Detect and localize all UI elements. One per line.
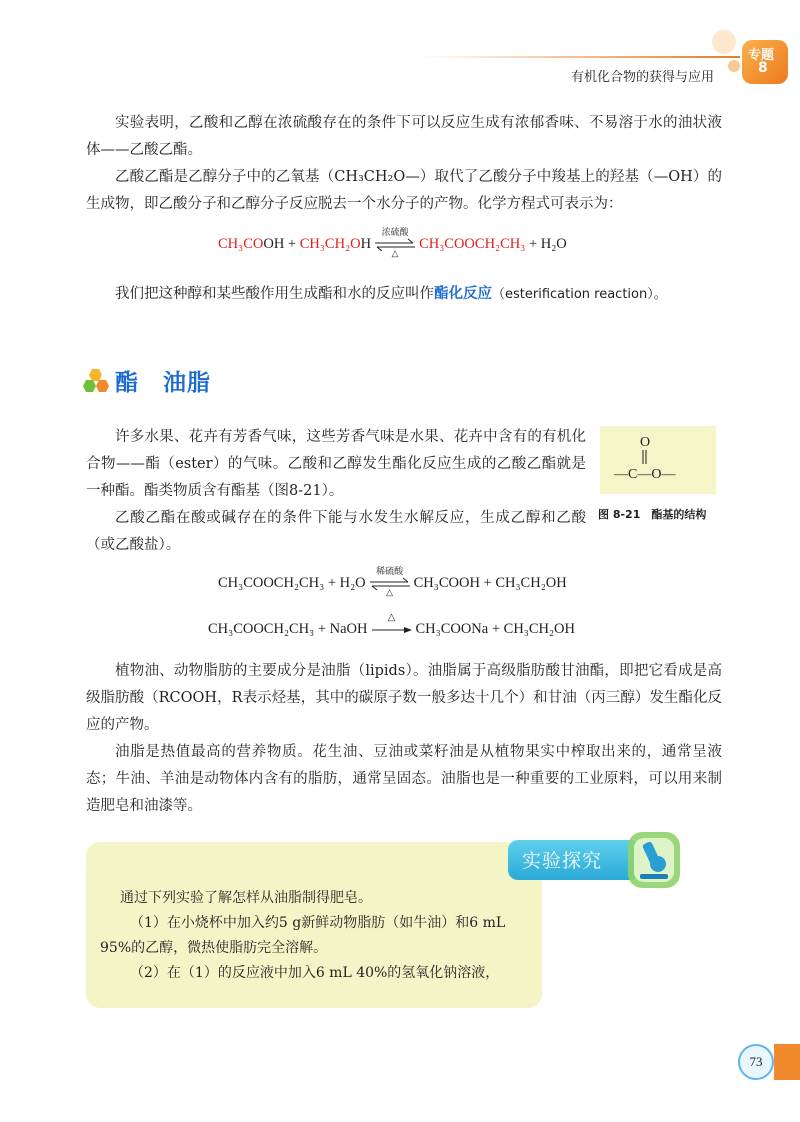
heat-label: △ [387, 611, 396, 623]
reactant-acetic-part: CH₃CO [218, 236, 264, 252]
equation-left: CH₃COOCH₂CH₃ + NaOH [208, 621, 368, 637]
chapter-badge [742, 40, 788, 84]
decorative-dot [712, 30, 736, 54]
experiment-step-1-cont: 95%的乙醇，微热使脂肪完全溶解。 [100, 940, 328, 956]
paragraph-experiment-result: 实验表明，乙酸和乙醇在浓硫酸存在的条件下可以反应生成有浓郁香味、不易溶于水的油状液体——乙酸乙酯。 [86, 115, 722, 158]
decorative-dot [728, 60, 740, 72]
paragraph-ethyl-acetate: 乙酸乙酯是乙醇分子中的乙氧基（CH₃CH₂O—）取代了乙酸分子中羧基上的羟基（—OH）的生成物，即乙酸分子和乙醇分子反应脱去一个水分子的产物。化学方程式可表示为： [86, 169, 722, 212]
esterification-equation [218, 227, 567, 258]
badge-number: 8 [758, 60, 768, 76]
reactant-ethanol-part: CH₃CH₂O [299, 236, 361, 252]
definition-text: 我们把这种醇和某些酸作用生成酯和水的反应叫作 [115, 286, 434, 302]
catalyst-label: 稀硫酸 [376, 566, 404, 577]
reversible-arrow [370, 566, 410, 597]
header-rule [420, 56, 740, 58]
term-esterification: 酯化反应 [434, 285, 492, 302]
badge-label: 专题 [748, 48, 775, 63]
experiment-intro: 通过下列实验了解怎样从油脂制得肥皂。 [120, 890, 372, 906]
equation-left: CH₃COOCH₂CH₃ + H₂O [218, 575, 366, 591]
paragraph-esterification-definition [86, 280, 722, 308]
acid-hydrolysis-equation [218, 566, 567, 597]
equation-right: CH₃COOH + CH₃CH₂OH [413, 575, 567, 591]
oxygen-label: O [640, 435, 651, 450]
experiment-step-2: （2）在（1）的反应液中加入6 mL 40%的氢氧化钠溶液， [130, 965, 500, 981]
paragraph-lipids: 植物油、动物脂肪的主要成分是油脂（lipids）。油脂属于高级脂肪酸甘油酯，即把它看成是高级脂肪酸（RCOOH，R表示烃基，其中的碳原子数一般多达十几个）和甘油（丙三醇）发生酯化反应的产物。 [86, 663, 722, 733]
honeycomb-icon [82, 368, 112, 394]
paragraph-esters-intro: 许多水果、花卉有芳香气味，这些芳香气味是水果、花卉中含有的有机化合物——酯（ester）的气味。乙酸和乙醇发生酯化反应生成的乙酸乙酯就是一种酯。酯类物质含有酯基（图8-21）。 [86, 429, 586, 499]
page-number: 73 [738, 1044, 774, 1080]
heat-label: △ [386, 586, 394, 597]
reactant-acetic-oh: OH [263, 236, 285, 252]
experiment-step-1: （1）在小烧杯中加入约5 g新鲜动物脂肪（如牛油）和6 mL [130, 915, 506, 931]
experiment-tag: 实验探究 [508, 840, 640, 880]
catalyst-label: 浓硫酸 [381, 227, 409, 238]
chapter-title: 有机化合物的获得与应用 [570, 70, 714, 85]
ester-group-figure [600, 426, 716, 494]
ester-chain-label: —C—O— [614, 467, 676, 482]
reactant-ethanol-h: H [360, 236, 372, 252]
product-ester: CH₃COOCH₂CH₃ [419, 236, 526, 252]
page-tab [774, 1044, 800, 1080]
figure-caption: 图 8-21 酯基的结构 [598, 508, 707, 521]
reversible-arrow [375, 227, 415, 258]
forward-arrow [372, 611, 412, 637]
base-hydrolysis-equation [208, 611, 575, 638]
plus-sign: + [284, 236, 300, 252]
paragraph-hydrolysis: 乙酸乙酯在酸或碱存在的条件下能与水发生水解反应，生成乙醇和乙酸（或乙酸盐）。 [86, 510, 586, 553]
product-water: H₂O [540, 236, 567, 252]
microscope-icon [624, 828, 684, 892]
paragraph-fat-uses: 油脂是热值最高的营养物质。花生油、豆油或菜籽油是从植物果实中榨取出来的，通常呈液态；牛油、羊油是动物体内含有的脂肪，通常呈固态。油脂也是一种重要的工业原料，可以用来制造肥皂和油漆等。 [86, 744, 722, 814]
heat-label: △ [391, 247, 399, 258]
section-title: 酯 油脂 [115, 370, 211, 396]
equation-right: CH₃COONa + CH₃CH₂OH [415, 621, 575, 637]
ester-structure-diagram [600, 426, 716, 494]
plus-sign: + [525, 236, 541, 252]
definition-english: （esterification reaction）。 [492, 287, 667, 302]
arrow-right-icon [372, 623, 412, 637]
